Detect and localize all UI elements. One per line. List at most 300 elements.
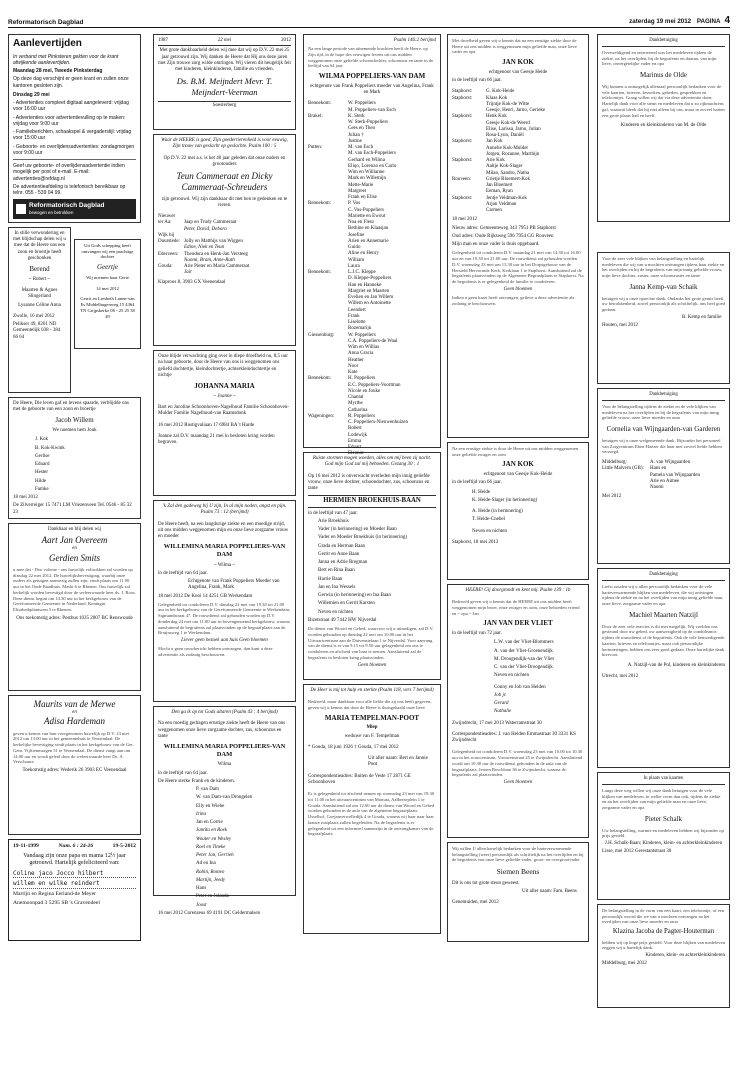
address: Gerrit en Liesbeth Lanen-van Es Middelhugenweg 15 4364 TN Grijpskerke 06 - 25 25 38 49 xyxy=(80,296,135,319)
address: De Zilverreiger 15 7471 LM Vriezenveen Tel. 0546 - 85 32 23 xyxy=(13,503,132,515)
thanks-text: Langs deze weg willen wij onze dank betuigen voor de vele blijken van medeleven, in welke vorm dan ook, tijdens de ziekte en na het overlijden van mijn geliefde man en onze lieve, zorgzame vader en opa xyxy=(602,787,721,811)
list-person: Carmen xyxy=(486,208,502,214)
list-place: Brakel: xyxy=(308,113,323,119)
list-person: W. Poppeliers xyxy=(348,332,376,338)
thanks-text: Overweldigend en ontroerend was het medeleven tijdens de ziekte, na het overlijden, bij de begrafenis en daarna, van mijn lieve, onvergetelijke vader en opa xyxy=(602,49,717,67)
child-subname: Wij noemen haar Gerie xyxy=(86,274,129,280)
date: Houten, mei 2012 xyxy=(602,323,638,329)
list-person: Han en Hanneke xyxy=(348,282,382,288)
column-3 xyxy=(303,34,441,1060)
birth-geertje xyxy=(74,239,141,349)
list-person: Eliqo, Lorenzo en Carlo xyxy=(348,163,397,169)
page-date: zaterdag 19 mei 2012 xyxy=(629,17,692,25)
list-person: Evelien en Jan Willem xyxy=(348,295,394,301)
list-person: Jorgen, Rozanne, Marthijn xyxy=(486,151,540,157)
notice-title: Aanlevertijden xyxy=(13,38,82,49)
list-person: Liselotte xyxy=(348,320,366,326)
list-person: Eduart xyxy=(348,445,362,451)
list-place: Staphorst: xyxy=(452,95,473,101)
date-address: Zwijndrecht, 17 mei 2013 Waterramstraat 30 xyxy=(452,720,542,726)
address: Pelikser 49, 8201 ND Gemeentelijk 038 - 384 66 64 xyxy=(13,322,61,340)
signed-by: B. Kemp en familie xyxy=(682,314,722,320)
jubilee-text: Vandaag zijn onze papa en mama 12½ jaar getrouwd. Hartelijk gefeliciteerd van: xyxy=(23,852,126,867)
list-person: Laura xyxy=(348,263,360,269)
list-person: D. Kleppe-Poppeliers xyxy=(348,276,392,282)
list-item: Harrie Baan xyxy=(318,576,343,582)
wedding-maurits-adisa xyxy=(8,695,141,835)
list-item: Bert en Rina Baan xyxy=(318,568,355,574)
death-johanna xyxy=(153,350,296,496)
list-place: Wageningen: xyxy=(308,413,335,419)
funeral-info: Joanne zal D.V. maandag 21 mei in besloten kring worden begraven. xyxy=(158,433,275,445)
list-item: Ad en Ina xyxy=(196,861,216,867)
age: in de leeftijd van 66 jaar. xyxy=(452,78,502,84)
list-person: Julian † xyxy=(348,132,364,138)
list-item: Nieuwer xyxy=(158,214,176,219)
list-item: Little Malvern (GB): Hans en xyxy=(602,466,667,472)
family-list xyxy=(158,214,291,277)
birth-jacob xyxy=(8,397,141,519)
birth-row xyxy=(8,227,141,393)
funeral-info: Gelegenheid tot condoleren D.V. woensdag 23 mei van 10.00 tot 10.30 uur in het rouwcentrum, Vrouwenstraat 25 te Zwijndrecht. Aansluitend wordt om 10.30 uur de rouwdienst gehouden in de aula van de begraafplaats, Jeroen Boschlaan 36 te Zwijndrecht, waarna de begrafenis zal plaatsvinden. xyxy=(452,749,583,778)
anniversary-meijndert xyxy=(153,34,296,130)
list-person: Arien en Annemarie xyxy=(348,238,389,244)
date: Staphorst, 18 mei 2012 xyxy=(452,539,499,545)
anniversary-text: zijn getrouwd. Wij zijn dankbaar dit met hen te gedenken en te vieren. xyxy=(161,196,288,208)
parents: Marrijn en Regina Eerland-de Meyer xyxy=(13,890,96,897)
couple-names: Teun Cammeraat en Dicky Cammeraat-Schreuders xyxy=(176,171,273,193)
list-place: Bennekom: xyxy=(308,101,332,107)
family-list xyxy=(308,101,436,457)
list-person: Aaltje Kok-Slager xyxy=(486,164,523,170)
deceased-name: MARIA TEMPELMAN-POOT xyxy=(324,713,420,722)
announcement-text: Na een ernstige ziekte is door de Heere uit ons midden weggenomen onze geliefde zwager en oom xyxy=(452,446,579,457)
date: Genemuiden, mei 2012 xyxy=(452,900,499,906)
thanks-kemp xyxy=(597,252,730,384)
list-item: Peter Jan, Gerrieh xyxy=(196,853,234,858)
date-start: 19-11-1999 xyxy=(13,842,39,849)
family-list xyxy=(494,640,584,715)
date-day: 22 mei xyxy=(217,38,232,43)
list-person: Nicole en Jouke xyxy=(348,388,381,394)
list-place: Bennekom: xyxy=(308,270,332,276)
list-person: Margriet en Maarten xyxy=(348,288,390,294)
announcement-text: Na een moedig gedragen ernstige ziekte heeft de Heere van ons weggenomen onze lieve zorgzame dochter, zus, schoonzus en tante xyxy=(158,721,286,739)
handwritten-names: willem en wilke reindert xyxy=(13,880,136,889)
list-person: C. Vos-Poppeliers xyxy=(348,207,384,213)
deceased-name: WILMA POPPELIERS-VAN DAM xyxy=(318,72,426,81)
list-person: Robert xyxy=(348,426,362,432)
thanks-van-wijngaarden xyxy=(597,388,730,564)
anniversary-dates xyxy=(158,38,291,46)
notice-text-1: Op deze dag verschijnt er geen krant en zullen onze kantoren gesloten zijn. xyxy=(13,76,129,89)
funeral-info: De dienst van Woord en Gebed, waarvoor wij u uitnodigen, zal D.V. worden gehouden op dinsdag 22 mei om 10.00 uur in het Uitvaartcentrum aan de Duivenstelaan 1 te Nijverdal. Voor aanvang van de dienst is er van 9.15 tot 9.50 uur gelegenheid om ons te condoleren en afscheid van haar te nemen. Aansluitend zal de begrafenis in besloten kring plaatsvinden. xyxy=(308,626,434,660)
list-item: - Geboorte- en overlijdensadvertenties: zondagmorgen voor 9:00 uur xyxy=(13,143,135,156)
date: Zwolle, 16 mei 2012 xyxy=(13,313,55,319)
list-person: Aline en Henry xyxy=(348,251,379,257)
bride-name: Gerdien Smits xyxy=(49,552,100,563)
list-item: Gerard xyxy=(494,701,509,707)
list-place: Staphorst: xyxy=(452,195,473,201)
date-address: 18 mei 2012 De Kooi 14 4251 GB Werkendam xyxy=(158,593,253,599)
list-item: M. Droogendijk-van der Vliet xyxy=(494,656,554,662)
list-item: Wouter en Wesley xyxy=(196,836,232,842)
list-item: C. van der Vliet-Droogendijk xyxy=(494,665,553,671)
deceased-name: Pieter Schalk xyxy=(644,814,683,823)
list-item: Gerwin (in herinnering) en Ina Baan xyxy=(318,593,391,599)
deceased-subname: echtgenoot van Geesje Heide xyxy=(488,69,548,75)
list-person: Noor xyxy=(348,363,359,369)
list-person: Jan Kok xyxy=(486,139,503,145)
list-item: Gouda: Arie Pieter en Maria Cammeraat xyxy=(158,264,250,269)
list-item: Nathalie xyxy=(494,709,512,715)
thanks-body: betuigen wij u onze welgemeende dank. Bijzonder het personeel van Zorgcentrum Eben-Haëzer die haar met zoveel liefde hebben verzorgd. xyxy=(602,437,722,455)
date: 18 mei 2012 xyxy=(13,495,38,501)
list-person: Noa en Fleur xyxy=(348,220,375,226)
handwritten-names: Coline jaco Jocco hilbert xyxy=(13,870,136,879)
list-person: Annelie Kok-Mulder xyxy=(486,145,529,151)
list-person: Henk Kok xyxy=(486,114,507,120)
deceased-name: JOHANNA MARIA xyxy=(194,382,255,390)
list-person: Rosa-Lynn, Daniël xyxy=(486,133,524,139)
signed-by: J.H. Schalk-Baan; Kinderen, klein- en achterkleinkinderen xyxy=(604,841,723,847)
list-person: Guido xyxy=(348,245,361,251)
list-item: Gerrit en Anne Baan xyxy=(318,551,360,557)
thanks-text: Wij willen U allen hartelijk bedanken voor de harteverwarmende belangstelling (weer) persoonlijk als schriftelijk na het overlijden en bij de begrafenis van onze lieve geliefde vader, groot- en overgrootvader xyxy=(452,846,584,863)
and-word: en xyxy=(72,710,77,716)
list-item: Willemien en Gerrit Karsten xyxy=(318,601,375,607)
list-person: Emma xyxy=(348,438,362,444)
deceased-name: JAN KOK xyxy=(502,460,534,469)
thanks-text: Liefst zouden wij u allen persoonlijk bedanken voor de vele harteverwarmende blijken van medeleven, die wij ontvingen tijdens de ziekte en na het overlijden van mijn innig geliefde man, onze lieve, zorgzame vader en opa xyxy=(602,583,724,607)
anniversary-cammeraat xyxy=(153,134,296,346)
list-item: B. Kok-Kwink xyxy=(35,445,65,451)
list-person: Mette-Marie xyxy=(348,182,374,188)
list-item: K. Heide-Slager (in herinnering) xyxy=(472,497,538,503)
list-item: P. van Dam xyxy=(196,787,219,792)
list-person: Kate xyxy=(348,370,358,376)
bible-quote: Ruiste stormen mogen woeden, alles om mij been zij nacht. God mijn God zal mij behoeden. Gezang 30 : 1 xyxy=(312,456,432,468)
parents: Maarten & Agnes Slingerland xyxy=(21,288,58,300)
logo-icon xyxy=(16,204,26,214)
child-subname: ~ Robert ~ xyxy=(28,276,51,282)
list-item: Hilde xyxy=(35,478,47,484)
list-item: Irina xyxy=(196,811,206,817)
list-place: Rouveen: xyxy=(452,176,472,182)
death-jan-van-der-vliet xyxy=(447,584,589,838)
family-list xyxy=(35,437,136,493)
date: 14 mei 2012 xyxy=(96,285,119,291)
thanks-schalk xyxy=(597,772,730,900)
thanks-body: Door de zeer vele reacties is dit niet mogelijk. Wij voelden ons gesteund door uw gebed, uw aanwezigheid op de condoleance, tijdens de rouwdienst of de begrafenis. Ook de vele bemoedigende kaarten, brieven en telefoontjes, maar ook persoonlijke herinneringen, hebben ons zeer goed gedaan. Onze hartelijke dank hiervoor. xyxy=(602,623,725,658)
notice-heading-1: Maandag 28 mei, Tweede Pinksterdag xyxy=(13,68,103,74)
list-person: Milan, Sandro, Natha xyxy=(486,170,530,176)
list-item: Vader en Moeder Broekhuis (in herinnering) xyxy=(318,535,407,541)
column-2 xyxy=(153,34,296,1060)
list-item: Roel en Tineke xyxy=(196,844,226,850)
list-item: T. Heide-Cnebel xyxy=(472,517,505,523)
death-jan-kok-2 xyxy=(447,442,589,580)
announcement-text: Uit Gods schepping heeft ontvangen wij een prachtige dochter xyxy=(81,242,134,260)
list-item: L.W. van der Vliet-Blommers xyxy=(494,640,554,646)
list-person: Myrthe xyxy=(348,401,363,407)
list-person: Trijntje Kok-de Witte xyxy=(486,101,530,107)
death-maria-tempelman xyxy=(303,684,441,934)
address: Klaproos 8, 3903 GX Veenendaal xyxy=(158,279,226,285)
family-list xyxy=(452,89,584,214)
rd-logo xyxy=(13,199,136,219)
list-person: Chantal xyxy=(348,395,364,401)
death-hermien xyxy=(303,452,441,680)
list-item: Elly en Wiebe xyxy=(196,803,225,809)
list-person: C. Poppeliers-Nieuwenhuizen xyxy=(348,420,408,426)
deceased-name: Klazina Jacoba de Pagter-Houterman xyxy=(612,928,715,936)
list-person: Rozemarijn xyxy=(348,326,372,332)
family-list xyxy=(602,460,725,491)
bible-quote: Psalm 146:2 berijmd xyxy=(393,38,436,43)
list-item: Duurstede: Jolly en Matthijs van Wiggen xyxy=(158,239,243,244)
list-item: Wijk bij xyxy=(158,232,175,238)
funeral-info: Gelegenheid tot condoleren D.V. maandag 21 mei van 14.30 tot 16.00 uur en van 19.30 tot 21.00 uur. De rouwdienst zal gehouden worden D.V. woensdag 23 mei om 13.30 uur in het Dorpsgebouw van de Hersteld Hervormde Kerk, Kerklaan 1 te Staphorst. Aansluitend zal de begrafenis plaatsvinden op de Algemene Begraafplaats te Staphorst. Na de begrafenis is er gelegenheid de familie te condoleren. xyxy=(452,250,584,285)
death-willemina-2 xyxy=(153,706,296,916)
list-place: Staphorst: xyxy=(452,114,473,120)
list-item: Arie en Aimee xyxy=(650,478,680,484)
logo-tagline: bewogen en betrokken xyxy=(29,210,74,216)
list-person: Eeman, Ryan xyxy=(486,189,513,195)
notice-list xyxy=(13,100,136,156)
list-item: Arie Broekhuis xyxy=(318,518,349,524)
list-item: - Advertenties compleet digitaal aangeleverd: vrijdag voor 16:00 uur xyxy=(13,100,129,113)
announcement-text: Op 16 mei 2012 is onverwacht overleden mijn innig geliefde vrouw, onze lieve dochter, schoondochter, zus, schoonzus en tante xyxy=(308,473,430,491)
announcement-text: Bedroefd geven wij u kennis dat de HEERE uit ons midden heeft weggenomen mijn broer, onze zwager en oom, onze behoeden vriend en ~ opa ~ Jan xyxy=(452,599,580,616)
death-wilma-family xyxy=(303,34,441,457)
list-place: Bennekom: xyxy=(308,376,332,382)
list-person: E.C. Poppeliers-Voortman xyxy=(348,382,401,388)
logo-name: Reformatorisch Dagblad xyxy=(29,202,105,210)
deceased-subname: echtgenote van Frank Poppeliers moeder van Angelina, Frank en Mark xyxy=(310,83,434,96)
list-person: W. Poppeliers xyxy=(348,101,376,107)
date: 18 mei 2012 xyxy=(452,217,477,223)
aanlevertijden-notice xyxy=(8,34,141,223)
child-name: Geertje xyxy=(97,263,118,272)
list-place: Staphorst: xyxy=(452,139,473,145)
list-item: J. Kok xyxy=(35,437,49,443)
wedding-text: u mee dat - Deo volente - ons huwelijk voltrokken zal worden op dinsdag 22 mei 2012. De huwelijksbevestiging, waarbij onze ouders als getuigen aanwezig zullen zijn, vindt plaats om 11.00 uur in het Oude Raadhuis, Markt 6 te Rhenen. Ons huwelijk zal kerkelijk worden bevestigd door de weleerwaarde heer ds. J. Roos. Deze dienst begint om 14.30 uur in het kerkgebouw van de Gereformeerde Gemeente in Nederland, Koningin Elisabethplantsoen 5 te Rhenen. xyxy=(13,566,136,613)
column-1 xyxy=(8,34,141,1060)
list-place: Giessenburg: xyxy=(308,332,335,338)
wedding-aart-gerdien xyxy=(8,523,141,691)
deceased-name: HERMIEN BROEKHUIS-BAAN xyxy=(308,495,436,507)
list-person: Wim en Willias xyxy=(348,345,380,351)
list-person: H. Poppeliers xyxy=(348,376,376,382)
announcement-text: In stille verwondering en met blijdschap delen wij u mee dat de Heere ons een zoon en broertje heeft geschonken xyxy=(13,230,66,261)
bible-quote: De Heer is mij tot hulp en sterkte (Psalm 118, vers 7 berijmd) xyxy=(310,688,434,693)
list-item: Ederveen: Theodora en Henk-Jan Versteeg xyxy=(158,251,248,257)
life-dates: * Gouda, 18 juni 1926 † Gouda, 17 mei 2012 xyxy=(308,744,399,750)
notice-phone: De advertentieafdeling is telefonisch bereikbaar op telnr. 055 - 539 04 99. xyxy=(13,183,126,196)
list-item: Naomi, Bram, Anne-Ruth xyxy=(184,257,235,263)
thanks-title: Dankbetuiging xyxy=(602,38,725,47)
visit-note: Mijn man en onze vader is thuis opgebaard. xyxy=(452,242,540,248)
deceased-name: Siemen Beens xyxy=(496,867,540,877)
thanks-natzijl xyxy=(597,568,730,768)
signed-by: A. Natzijl-van de Pol, kinderen en kleinkinderen xyxy=(627,663,725,669)
list-item: - Familieberichten, schaakspel & vergaderstijl: vrijdag voor 15:00 uur xyxy=(13,129,132,142)
list-item: Martijn, Jeedy xyxy=(196,877,226,883)
groom-name: Maurits van de Merwe xyxy=(33,698,116,709)
list-person: Mark en Willemijn xyxy=(348,176,387,182)
death-jan-kok-1 xyxy=(447,34,589,438)
list-item: Famke xyxy=(35,486,49,492)
thanks-title: In plaats van kaarten xyxy=(602,776,725,785)
list-item: Jair xyxy=(184,270,193,276)
list-item: Jan en Ina Wessels xyxy=(318,584,356,590)
list-person: Frank xyxy=(348,313,360,319)
list-person: Klaas Kok xyxy=(486,95,508,101)
groom-name: Aart Jan Overeem xyxy=(41,535,108,546)
list-item: Gerlise xyxy=(35,453,50,459)
signed-by: Kinderen, klein- en achterkleinkinderen xyxy=(645,953,725,959)
bible-quote: Waar de HEERE is goed, Zijn goedertierenheid is voor eeuwig, Zijn trouw van geslacht op geslachte. Psalm 100 : 5 xyxy=(161,138,288,150)
bible-quote: HEERE! Gij doorgrondt en kent mij. Psalm 139 : 1b xyxy=(465,588,571,593)
list-person: Mariette en Ewout xyxy=(348,213,386,219)
page-number: 4 xyxy=(724,14,730,26)
correspondence-address: Correspondentieadres: J. van Helden Emmastraat 30 3331 KS Zwijndrecht xyxy=(452,731,576,744)
publication-name: Reformatorisch Dagblad xyxy=(8,18,84,26)
age: in de leeftijd van 72 jaar. xyxy=(452,631,502,637)
list-person: Lodewijk xyxy=(348,432,368,438)
list-person: R. Poppeliers xyxy=(348,413,375,419)
family-list xyxy=(196,787,291,909)
list-item: A. Heide (in herinnering) xyxy=(472,509,523,515)
thanks-text: Voor de zeer vele blijken van belangstelling en hartelijk medeleven die wij van u mochten ontvangen tijdens haar ziekte en het overlijden en bij de begrafenis van mijn innig geliefde vrouw, mijn lieve dochter, zuster, onze schoonzuster en tante xyxy=(602,256,725,279)
list-item: Job jr. xyxy=(494,692,507,698)
deceased-nickname: Miep xyxy=(366,725,378,731)
deceased-name: JAN KOK xyxy=(502,58,534,67)
new-address: Nieuw adres: Gemeenteweg 343 7951 PB Staphorst xyxy=(452,225,556,231)
list-person: Geesje, Henri, Jarno, Gerieke xyxy=(486,108,546,114)
child-subname: We noemen hem Jouk xyxy=(52,428,97,434)
announcement-text: Onze blijde verwachting ging over in diepe droefheid nu, 8,5 uur na haar geboorte, door de Heere van ons is weggenomen ons geliefd dochtertje, kleindochtertje, achterkleindochtertje en nichtje xyxy=(158,354,288,378)
place: Soesterberg xyxy=(158,101,291,109)
flowers-note: Liever geen bezoek aan huis Geen bloemen xyxy=(181,638,268,644)
list-item: Peter en Jolanda xyxy=(196,894,229,900)
notice-intro: In verband met Pinksteren gelden voor de krant afwijkende aanlevertijden. xyxy=(13,53,119,66)
list-item: W. van Dam-van Drongelen xyxy=(196,795,253,801)
thanks-title: Dankbetuiging xyxy=(602,392,725,401)
list-person: Catharina xyxy=(348,407,368,413)
list-item: Robin, Romeo xyxy=(196,869,225,875)
jubilee-eerland xyxy=(8,839,141,941)
list-item: Janna en Adrie Bregman xyxy=(318,560,368,566)
thanks-body: Dit is ons tot grote steun geweest. xyxy=(452,880,520,886)
list-person: Margreet xyxy=(348,188,367,194)
list-person: P. Vos xyxy=(348,201,361,207)
signed-by: Uit aller naam: Fam. Beens xyxy=(522,888,577,894)
deceased-subname: weduwe van F. Tempelman xyxy=(344,733,400,739)
list-person: M. Poppeliers-van Esch xyxy=(348,107,396,113)
thanks-body: betuigen wij u onze oprechte dank. Ondanks het grote gemis heeft uw betrokkenheid, zowel persoonlijk als schriftelijk, ons heel goed gedaan. xyxy=(602,295,725,313)
age: in de leeftijd van 66 jaar. xyxy=(452,480,502,486)
family-intro: De Heere sterke Frank en de kinderen. xyxy=(158,778,236,784)
list-item: Vader (in herinnering) en Moeder Baan xyxy=(318,527,397,533)
funeral-info: Gelegenheid tot condoleren D.V. dinsdag 22 mei van 19.30 tot 21.00 uur in het kerkgebouw van de Gereformeerde Gemeente te Werkendam, Sigmundstraat 47. De rouwdienst zal gehouden worden op D.V. donderdag 24 mei om 11.00 uur in bovengenoemd kerkgebouw, waarna aansluitend de begrafenis zal plaatsvinden op de begraafplaats aan de Bruijnsweg 1 te Werkendam. xyxy=(158,601,291,636)
child-name: Berend xyxy=(29,265,50,274)
list-item: Eduard xyxy=(35,462,50,468)
list-person: M. van Esch-Poppeliers xyxy=(348,151,396,157)
column-4 xyxy=(447,34,589,1060)
column-5 xyxy=(597,34,730,1060)
list-item: Edine, Niek en Teun xyxy=(184,245,225,251)
list-person: Anna Gracia xyxy=(348,351,374,357)
funeral-info: Er is gelegenheid tot afscheid nemen op woensdag 23 mei van 19.30 tot 11.00 in het uitvaartcentrum van Monuta, Aalberseplein 1 te Gouda. Aansluitend zal om 12.00 uur de dienst van Woord en Gebed worden gehouden in de aula van de algemene begraafplaats IJsselhof, Goejanverwelledijk 4 te Gouda, waarna wij haar naar haar laatste rustplaats zullen begeleiden. Na de begrafenis is er gelegenheid tot een informeel samenzijn in de ontvangkamer van de begraafplaats. xyxy=(308,791,435,837)
announcement-text: De Heere, Die leven gaf en levens spaarde, verblijdde ons met de geboorte van een zoon en broertje xyxy=(13,400,129,413)
signed-by: Kinderen en kleinkinderen van M. de Olde xyxy=(620,123,707,129)
announcement-text: De Heere heeft, na een langdurige ziekte en een moedige strijd, uit ons midden weggenomen mijn en onze lieve zorgzame vrouw en moeder xyxy=(158,521,289,539)
date-end: 19-5-2012 xyxy=(112,842,136,849)
list-person: Cees en Theo xyxy=(348,126,376,132)
notice-note: Mocht u geen rouwbericht hebben ontvangen, dan kunt u deze advertentie als zodanig beschouwen. xyxy=(158,646,273,658)
old-address: Oud adres: Oude Rijksweg 596 7954 GG Rouveen xyxy=(452,233,554,239)
list-person: William xyxy=(348,257,365,263)
list-item: Jantita en Roek xyxy=(196,828,228,834)
list-person: Heather xyxy=(348,357,364,363)
jubilee-dates xyxy=(13,843,136,850)
thanks-body: hebben wij op hoge prijs gesteld. Voor deze blijken van medeleven zeggen wij u hartelijk dank. xyxy=(602,939,725,951)
list-item: Neven en nichten xyxy=(472,528,507,534)
notice-note: Indien u geen kaart heeft ontvangen, gelieve u deze advertentie als zodanig te beschouwen. xyxy=(452,295,575,306)
family-list xyxy=(318,519,436,616)
deceased-name: Janna Kemp-van Schaik xyxy=(629,282,698,291)
family-list xyxy=(472,490,584,535)
date: Utrecht, mei 2012 xyxy=(602,674,639,680)
list-item: Pamela van Wijngaarden xyxy=(650,472,700,478)
list-item: H. Heide xyxy=(472,489,491,495)
announcement-intro: Dankbaar en blij delen wij xyxy=(47,526,102,532)
list-person: Josefine xyxy=(348,232,365,238)
date-start: 1987 xyxy=(158,38,168,43)
list-person: Frank en Elise xyxy=(348,195,377,201)
list-place: Staphorst: xyxy=(452,158,473,164)
notice-contact: Geef uw geboorte- of overlijdensadvertentie indien mogelijk per post of e-mail. E-mail: advertenties@refdag.nl xyxy=(13,163,125,182)
thanks-body: Uw belangstelling, warmte en medeleven hebben wij bijzonder op prijs gesteld. xyxy=(602,827,724,839)
list-item: A. van der Vliet-Groenendijk xyxy=(494,648,553,654)
address: Anemoonpad 3 5295 SB 's Gravendeel xyxy=(13,899,100,906)
list-person: Eleonor xyxy=(348,451,364,457)
list-place: Staphorst: xyxy=(452,89,473,95)
deceased-name: Cornelia van Wijngaarden-van Garderen xyxy=(606,425,721,434)
date-address: 16 mei 2012 Rustigvaliaan 17 6984 BA 't Harde xyxy=(158,422,255,428)
list-person: Arjan Veldman xyxy=(486,201,517,207)
list-person: Justine xyxy=(348,138,362,144)
bible-reference: Num. 6 : 24-26 xyxy=(58,842,94,849)
future-address: Ons toekomstig adres: Postbus 1035 2007 BC Renswoude xyxy=(16,615,133,621)
list-item: Hester xyxy=(35,470,49,476)
announcement-text: Met droefheid geven wij u kennis dat na een ernstige ziekte door de Heere uit ons midden is weggenomen mijn geliefde man, onze lieve vader en opa xyxy=(452,38,577,55)
bride-name: Adisa Hardeman xyxy=(44,716,105,727)
bible-quote: 'k Zal den gadeweg bij U zijn, In al mijn noden, angst en pijn. Psalm 73 : 12 (berijmd) xyxy=(162,504,287,516)
list-place: Putten: xyxy=(308,145,323,151)
date-address: 16 mei 2012 Corenzeus 69 4191 DC Geldermalsen xyxy=(158,910,261,916)
anniversary-intro: Op D.V. 22 mei a.s. is het 40 jaar geleden dat onze ouders en grootouders xyxy=(163,155,286,167)
list-item: Middelburg: A. van Wijngaarden xyxy=(602,460,691,466)
list-item: Peter, David, Debora xyxy=(184,226,227,232)
deceased-subname: ~ Wilma ~ xyxy=(213,562,236,568)
announcement-text: Na een lange periode van afnemende krachten heeft de Heere, op Zijn tijd, in de hope des eeuwigen levens uit ons midden weggenomen onze geliefde schoondochter, schoonzus en tante in de leeftijd van 64 jaar xyxy=(308,46,434,69)
correspondence-address: Correspondentieadres: Buiten de Veste 17 2871 GE Schoonhoven xyxy=(308,773,411,785)
list-person: G. Kok-Heide xyxy=(486,89,515,95)
list-person: Wim en Willianne xyxy=(348,170,385,176)
